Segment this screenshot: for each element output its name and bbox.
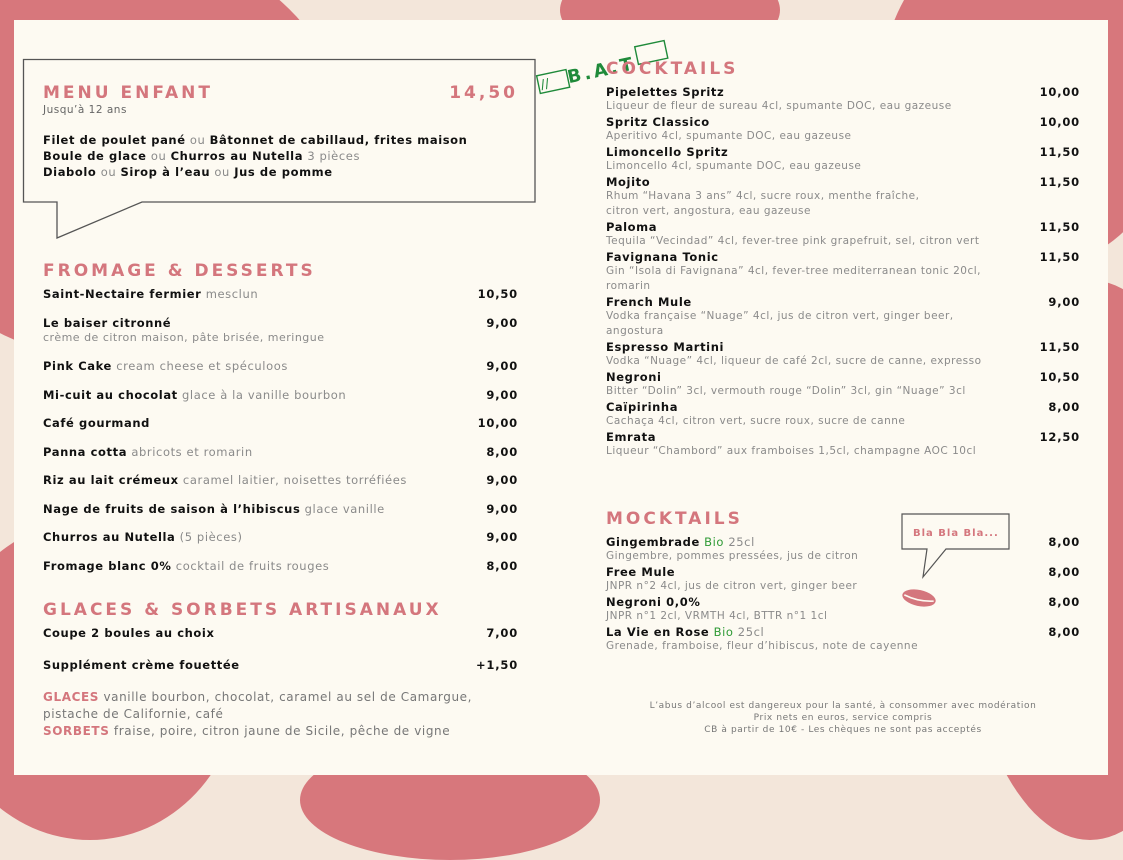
mocktail-name: Gingembrade xyxy=(606,535,700,549)
cocktail-price: 10,00 xyxy=(1039,85,1080,99)
dessert-price: 10,00 xyxy=(477,416,518,430)
cocktail-price: 10,50 xyxy=(1039,370,1080,384)
bio-badge: Bio xyxy=(709,625,734,639)
mocktail-item xyxy=(606,565,675,579)
kids-menu-price: 14,50 xyxy=(449,83,518,103)
footer-line: CB à partir de 10€ - Les chèques ne sont pas acceptés xyxy=(704,725,982,735)
lips-icon xyxy=(900,586,938,610)
glaces-flavours: GLACES vanille bourbon, chocolat, caramel au sel de Camargue, xyxy=(43,690,473,704)
dessert-desc: abricots et romarin xyxy=(127,445,253,459)
dessert-price: 8,00 xyxy=(486,445,518,459)
dessert-item xyxy=(43,388,346,402)
cocktail-name: Limoncello Spritz xyxy=(606,145,729,159)
mocktail-desc: JNPR n°2 4cl, jus de citron vert, ginger beer xyxy=(606,580,858,592)
cocktail-price: 12,50 xyxy=(1039,430,1080,444)
glace-item: Supplément crème fouettée xyxy=(43,658,240,672)
bla-bla-text: Bla Bla Bla... xyxy=(913,528,999,539)
kids-menu-line xyxy=(43,165,333,179)
cocktail-price: 11,50 xyxy=(1039,340,1080,354)
kids-menu-choice: Bâtonnet de cabillaud, frites maison xyxy=(209,133,468,147)
cocktail-desc: citron vert, angostura, eau gazeuse xyxy=(606,205,811,217)
dessert-name: Nage de fruits de saison à l’hibiscus xyxy=(43,502,301,516)
cocktails-title: COCKTAILS xyxy=(606,59,739,79)
glace-price: +1,50 xyxy=(475,658,518,672)
kids-menu-choice: Jus de pomme xyxy=(234,165,333,179)
footer-line: L’abus d’alcool est dangereux pour la santé, à consommer avec modération xyxy=(649,701,1037,711)
dessert-desc: (5 pièces) xyxy=(175,530,243,544)
kids-menu-choice: Diabolo xyxy=(43,165,97,179)
mocktail-desc: Gingembre, pommes pressées, jus de citron xyxy=(606,550,859,562)
kids-menu-title: MENU ENFANT xyxy=(43,83,213,103)
dessert-price: 10,50 xyxy=(477,287,518,301)
dessert-subdesc: crème de citron maison, pâte brisée, meringue xyxy=(43,331,325,344)
cocktail-desc: Cachaça 4cl, citron vert, sucre roux, sucre de canne xyxy=(606,415,906,427)
mocktail-volume: 25cl xyxy=(724,535,755,549)
mocktail-price: 8,00 xyxy=(1048,595,1080,609)
kids-menu-choice: Churros au Nutella xyxy=(170,149,304,163)
dessert-name: Café gourmand xyxy=(43,416,150,430)
dessert-item xyxy=(43,559,329,573)
cocktail-price: 9,00 xyxy=(1048,295,1080,309)
mocktail-item xyxy=(606,595,700,609)
dessert-price: 9,00 xyxy=(486,388,518,402)
kids-menu-connector: ou xyxy=(146,149,171,163)
cocktail-desc: Vodka “Nuage” 4cl, liqueur de café 2cl, sucre de canne, expresso xyxy=(606,355,982,367)
cocktail-desc: Gin “Isola di Favignana” 4cl, fever-tree mediterranean tonic 20cl, xyxy=(606,265,982,277)
glaces-title: GLACES & SORBETS ARTISANAUX xyxy=(43,600,442,620)
cocktail-price: 11,50 xyxy=(1039,220,1080,234)
kids-menu-connector: ou xyxy=(185,133,210,147)
kids-menu-choice: Boule de glace xyxy=(43,149,147,163)
cocktail-price: 11,50 xyxy=(1039,250,1080,264)
mocktail-name: La Vie en Rose xyxy=(606,625,710,639)
cocktail-price: 11,50 xyxy=(1039,145,1080,159)
dessert-price: 9,00 xyxy=(486,502,518,516)
desserts-title: FROMAGE & DESSERTS xyxy=(43,261,316,281)
dessert-item xyxy=(43,287,258,301)
glaces-flavours-2: pistache de Californie, café xyxy=(43,707,224,721)
dessert-item xyxy=(43,502,385,516)
mocktail-name: Negroni 0,0% xyxy=(606,595,701,609)
cocktail-name: Paloma xyxy=(606,220,658,234)
cocktail-name: Pipelettes Spritz xyxy=(606,85,725,99)
glace-price: 7,00 xyxy=(486,626,518,640)
dessert-price: 9,00 xyxy=(486,530,518,544)
dessert-name: Panna cotta xyxy=(43,445,128,459)
mocktails-title: MOCKTAILS xyxy=(606,509,743,529)
dessert-name: Saint-Nectaire fermier xyxy=(43,287,202,301)
mocktail-price: 8,00 xyxy=(1048,565,1080,579)
dessert-desc: caramel laitier, noisettes torréfiées xyxy=(178,473,407,487)
cocktail-desc: Limoncello 4cl, spumante DOC, eau gazeuse xyxy=(606,160,862,172)
mocktail-name: Free Mule xyxy=(606,565,676,579)
mocktail-item xyxy=(606,625,764,639)
dessert-item xyxy=(43,416,150,430)
cocktail-price: 8,00 xyxy=(1048,400,1080,414)
cocktail-desc: Vodka française “Nuage” 4cl, jus de citron vert, ginger beer, xyxy=(606,310,954,322)
cocktail-name: Spritz Classico xyxy=(606,115,710,129)
cocktail-desc: Liqueur de fleur de sureau 4cl, spumante DOC, eau gazeuse xyxy=(606,100,952,112)
bla-bla-speech-bubble xyxy=(901,513,1013,583)
dessert-item xyxy=(43,473,407,487)
cocktail-name: Favignana Tonic xyxy=(606,250,719,264)
cocktail-desc: Tequila “Vecindad” 4cl, fever-tree pink grapefruit, sel, citron vert xyxy=(606,235,980,247)
kids-menu-line xyxy=(43,149,360,163)
kids-menu-line xyxy=(43,133,467,147)
mocktail-desc: JNPR n°1 2cl, VRMTH 4cl, BTTR n°1 1cl xyxy=(606,610,828,622)
svg-text:B.A.T: B.A.T xyxy=(565,53,638,89)
cocktail-desc: angostura xyxy=(606,325,664,337)
dessert-desc: cream cheese et spéculoos xyxy=(111,359,288,373)
dessert-name: Fromage blanc 0% xyxy=(43,559,172,573)
kids-menu-subtitle: Jusqu’à 12 ans xyxy=(43,104,127,116)
cocktail-price: 10,00 xyxy=(1039,115,1080,129)
sorbets-flavours: SORBETS fraise, poire, citron jaune de Sicile, pêche de vigne xyxy=(43,724,451,738)
dessert-item xyxy=(43,316,171,330)
glace-item: Coupe 2 boules au choix xyxy=(43,626,215,640)
dessert-desc: glace à la vanille bourbon xyxy=(177,388,347,402)
dessert-name: Le baiser citronné xyxy=(43,316,172,330)
cocktail-desc: Aperitivo 4cl, spumante DOC, eau gazeuse xyxy=(606,130,852,142)
kids-menu-connector: 3 pièces xyxy=(303,149,361,163)
dessert-desc: cocktail de fruits rouges xyxy=(171,559,330,573)
mocktail-price: 8,00 xyxy=(1048,535,1080,549)
dessert-name: Mi-cuit au chocolat xyxy=(43,388,178,402)
dessert-price: 9,00 xyxy=(486,359,518,373)
dessert-price: 9,00 xyxy=(486,473,518,487)
footer-line: Prix nets en euros, service compris xyxy=(753,713,933,723)
kids-menu-connector: ou xyxy=(210,165,235,179)
dessert-name: Pink Cake xyxy=(43,359,112,373)
kids-menu-choice: Sirop à l’eau xyxy=(120,165,211,179)
kids-menu-choice: Filet de poulet pané xyxy=(43,133,186,147)
dessert-item xyxy=(43,530,243,544)
dessert-item xyxy=(43,445,253,459)
cocktail-desc: Liqueur “Chambord” aux framboises 1,5cl, champagne AOC 10cl xyxy=(606,445,977,457)
cocktail-desc: Bitter “Dolin” 3cl, vermouth rouge “Dolin” 3cl, gin “Nuage” 3cl xyxy=(606,385,966,397)
kids-menu-connector: ou xyxy=(96,165,121,179)
cocktail-name: Espresso Martini xyxy=(606,340,725,354)
cocktail-price: 11,50 xyxy=(1039,175,1080,189)
mocktail-item xyxy=(606,535,755,549)
cocktail-desc: romarin xyxy=(606,280,651,292)
dessert-price: 8,00 xyxy=(486,559,518,573)
dessert-item xyxy=(43,359,288,373)
mocktail-desc: Grenade, framboise, fleur d’hibiscus, note de cayenne xyxy=(606,640,919,652)
dessert-name: Riz au lait crémeux xyxy=(43,473,179,487)
dessert-desc: mesclun xyxy=(201,287,259,301)
cocktail-name: Emrata xyxy=(606,430,657,444)
cocktail-name: Negroni xyxy=(606,370,662,384)
svg-text://: // xyxy=(539,76,551,94)
bio-badge: Bio xyxy=(699,535,725,549)
mocktail-volume: 25cl xyxy=(733,625,765,639)
cocktail-name: Caïpirinha xyxy=(606,400,679,414)
mocktail-price: 8,00 xyxy=(1048,625,1080,639)
cocktail-name: French Mule xyxy=(606,295,692,309)
cocktail-desc: Rhum “Havana 3 ans” 4cl, sucre roux, menthe fraîche, xyxy=(606,190,920,202)
dessert-price: 9,00 xyxy=(486,316,518,330)
cocktail-name: Mojito xyxy=(606,175,651,189)
dessert-name: Churros au Nutella xyxy=(43,530,176,544)
dessert-desc: glace vanille xyxy=(300,502,385,516)
